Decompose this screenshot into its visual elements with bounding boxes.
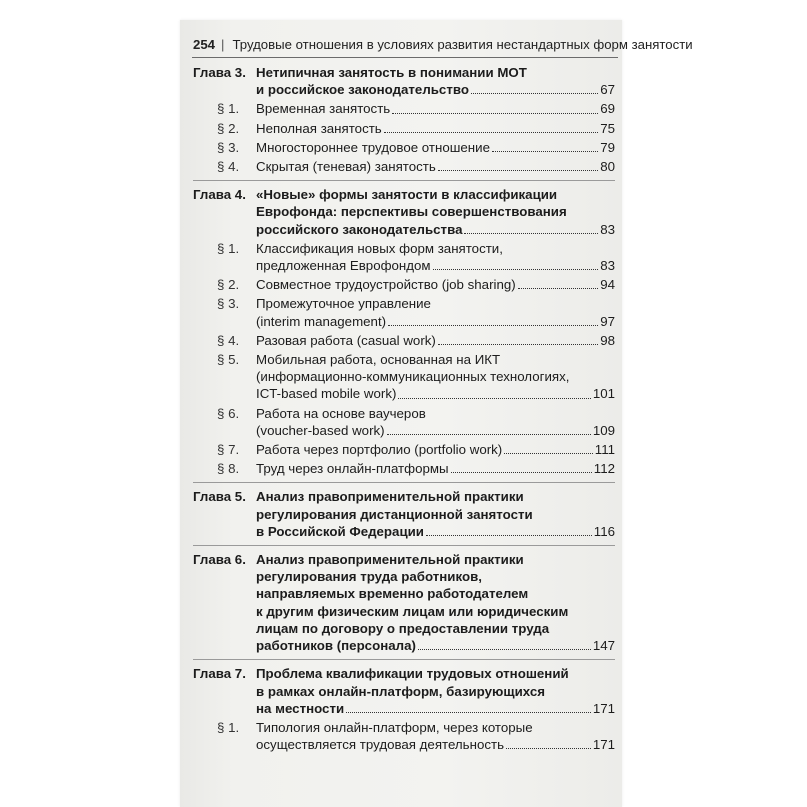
page-ref: 75	[600, 120, 615, 136]
title-line: Классификация новых форм занятости,	[256, 240, 503, 256]
title-line: на местности	[256, 700, 345, 716]
page-ref: 67	[600, 82, 615, 98]
title-line: в рамках онлайн-платформ, базирующихся	[256, 683, 545, 699]
title-last-line	[256, 120, 615, 137]
title-line: Работа через портфолио (portfolio work)	[256, 442, 503, 458]
title-line: Временная занятость	[256, 101, 391, 117]
title-line: российского законодательства	[256, 221, 463, 237]
dot-leader	[426, 535, 592, 536]
dot-leader	[384, 132, 598, 133]
title-line: Нетипичная занятость в понимании МОТ	[256, 65, 527, 80]
book-title: Трудовые отношения в условиях развития нестандартных форм занятости	[232, 37, 693, 52]
title-line: (voucher-based work)	[256, 422, 385, 438]
page-ref: 69	[600, 101, 615, 117]
title-line: (interim management)	[256, 313, 387, 329]
title-line: Совместное трудоустройство (job sharing)	[256, 277, 516, 293]
title-line: регулирования труда работников,	[256, 569, 482, 585]
title-line: ICT-based mobile work)	[256, 386, 397, 402]
title-line: Разовая работа (casual work)	[256, 332, 436, 348]
entry-title	[256, 441, 615, 458]
page-number: 254	[193, 37, 216, 52]
title-line: Типология онлайн-платформ, через которые	[256, 719, 533, 735]
table-of-contents	[193, 64, 615, 753]
entry-title	[256, 551, 615, 654]
page-ref: 94	[600, 277, 615, 293]
title-last-line	[256, 736, 615, 753]
section-entry	[193, 460, 615, 477]
dot-leader	[506, 748, 591, 749]
section-entry	[193, 332, 615, 349]
title-line: лицам по договору о предоставлении труда	[256, 620, 550, 636]
section-label: § 5.	[217, 352, 240, 368]
dot-leader	[392, 113, 598, 114]
section-label: § 1.	[217, 719, 240, 735]
chapter-entry	[193, 551, 615, 654]
dot-leader	[438, 344, 598, 345]
entry-title	[256, 186, 615, 238]
page-ref: 101	[592, 386, 615, 402]
title-last-line	[256, 637, 615, 654]
section-entry	[193, 139, 615, 156]
section-label: § 1.	[217, 240, 240, 256]
title-line: Анализ правоприменительной практики	[256, 552, 524, 568]
title-last-line	[256, 276, 615, 293]
dot-leader	[388, 325, 598, 326]
title-line: регулирования дистанционной занятости	[256, 506, 533, 522]
title-last-line	[256, 523, 615, 540]
page-ref: 97	[600, 313, 615, 329]
title-line: Скрытая (теневая) занятость	[256, 159, 436, 175]
title-last-line	[256, 441, 615, 458]
dot-leader	[504, 453, 593, 454]
page-ref: 116	[593, 523, 615, 539]
title-line: Труд через онлайн-платформы	[256, 461, 449, 477]
title-line: Анализ правоприменительной практики	[256, 489, 524, 505]
title-line: «Новые» формы занятости в классификации	[256, 187, 558, 203]
section-entry	[193, 719, 615, 753]
section-entry	[193, 100, 615, 117]
title-last-line	[256, 221, 615, 238]
title-last-line	[256, 385, 615, 402]
header-rule	[192, 57, 618, 58]
section-label: § 4.	[217, 332, 240, 348]
header-separator: |	[221, 37, 225, 52]
dot-leader	[471, 93, 598, 94]
entry-title	[256, 460, 615, 477]
entry-title	[256, 100, 615, 117]
chapter-label: Глава 3.	[193, 65, 246, 80]
entry-title	[256, 139, 615, 156]
entry-title	[256, 405, 615, 439]
title-last-line	[256, 139, 615, 156]
chapter-divider	[193, 545, 615, 546]
dot-leader	[492, 151, 598, 152]
page-ref: 111	[594, 442, 615, 458]
dot-leader	[346, 712, 591, 713]
chapter-entry	[193, 665, 615, 717]
section-entry	[193, 405, 615, 439]
title-line: предложенная Еврофондом	[256, 258, 431, 274]
entry-title	[256, 276, 615, 293]
entry-title	[256, 64, 615, 98]
title-last-line	[256, 313, 615, 330]
title-line: направляемых временно работодателем	[256, 586, 529, 602]
section-label: § 6.	[217, 405, 240, 421]
title-line: работников (персонала)	[256, 638, 416, 654]
chapter-label: Глава 7.	[193, 666, 246, 682]
title-last-line	[256, 422, 615, 439]
title-last-line	[256, 700, 615, 717]
dot-leader	[433, 269, 599, 270]
entry-title	[256, 240, 615, 274]
section-label: § 1.	[217, 101, 240, 117]
title-line: и российское законодательство	[256, 82, 469, 98]
entry-title	[256, 719, 615, 753]
section-entry	[193, 158, 615, 175]
running-header	[193, 37, 693, 52]
section-label: § 2.	[217, 120, 240, 136]
title-line: Работа на основе ваучеров	[256, 405, 426, 421]
section-entry	[193, 441, 615, 458]
dot-leader	[438, 170, 598, 171]
section-label: § 3.	[217, 296, 240, 312]
page-ref: 109	[592, 422, 615, 438]
dot-leader	[464, 233, 598, 234]
section-entry	[193, 351, 615, 403]
title-last-line	[256, 81, 615, 98]
title-last-line	[256, 100, 615, 117]
title-line: в Российской Федерации	[256, 523, 424, 539]
title-last-line	[256, 460, 615, 477]
chapter-entry	[193, 186, 615, 238]
section-label: § 4.	[217, 159, 240, 175]
chapter-label: Глава 4.	[193, 187, 246, 203]
title-last-line	[256, 332, 615, 349]
title-last-line	[256, 158, 615, 175]
dot-leader	[387, 434, 591, 435]
title-line: Промежуточное управление	[256, 296, 431, 312]
title-line: Мобильная работа, основанная на ИКТ	[256, 352, 501, 368]
dot-leader	[451, 472, 592, 473]
title-line: (информационно-коммуникационных технологиях,	[256, 369, 570, 385]
title-line: осуществляется трудовая деятельность	[256, 737, 505, 753]
entry-title	[256, 665, 615, 717]
page-ref: 98	[600, 332, 615, 348]
title-last-line	[256, 257, 615, 274]
section-entry	[193, 276, 615, 293]
title-line: Неполная занятость	[256, 120, 382, 136]
title-line: Еврофонда: перспективы совершенствования	[256, 204, 567, 220]
page-ref: 112	[593, 461, 615, 477]
entry-title	[256, 332, 615, 349]
section-label: § 3.	[217, 139, 240, 155]
section-entry	[193, 120, 615, 137]
dot-leader	[518, 288, 599, 289]
chapter-label: Глава 6.	[193, 552, 246, 568]
page-ref: 83	[600, 221, 615, 237]
dot-leader	[398, 398, 590, 399]
page-ref: 83	[600, 258, 615, 274]
chapter-divider	[193, 482, 615, 483]
page-ref: 79	[600, 139, 615, 155]
section-label: § 7.	[217, 442, 240, 458]
entry-title	[256, 158, 615, 175]
page-ref: 80	[600, 159, 615, 175]
section-label: § 8.	[217, 461, 240, 477]
title-line: Многостороннее трудовое отношение	[256, 139, 490, 155]
title-line: к другим физическим лицам или юридическим	[256, 603, 569, 619]
chapter-entry	[193, 488, 615, 540]
chapter-label: Глава 5.	[193, 489, 246, 505]
dot-leader	[418, 649, 591, 650]
section-label: § 2.	[217, 277, 240, 293]
section-entry	[193, 295, 615, 329]
entry-title	[256, 488, 615, 540]
page-ref: 171	[592, 700, 615, 716]
page-ref: 147	[592, 638, 615, 654]
chapter-divider	[193, 180, 615, 181]
section-entry	[193, 240, 615, 274]
entry-title	[256, 351, 615, 403]
entry-title	[256, 295, 615, 329]
title-line: Проблема квалификации трудовых отношений	[256, 666, 569, 682]
entry-title	[256, 120, 615, 137]
page-ref: 171	[592, 737, 615, 753]
chapter-entry	[193, 64, 615, 98]
chapter-divider	[193, 659, 615, 660]
